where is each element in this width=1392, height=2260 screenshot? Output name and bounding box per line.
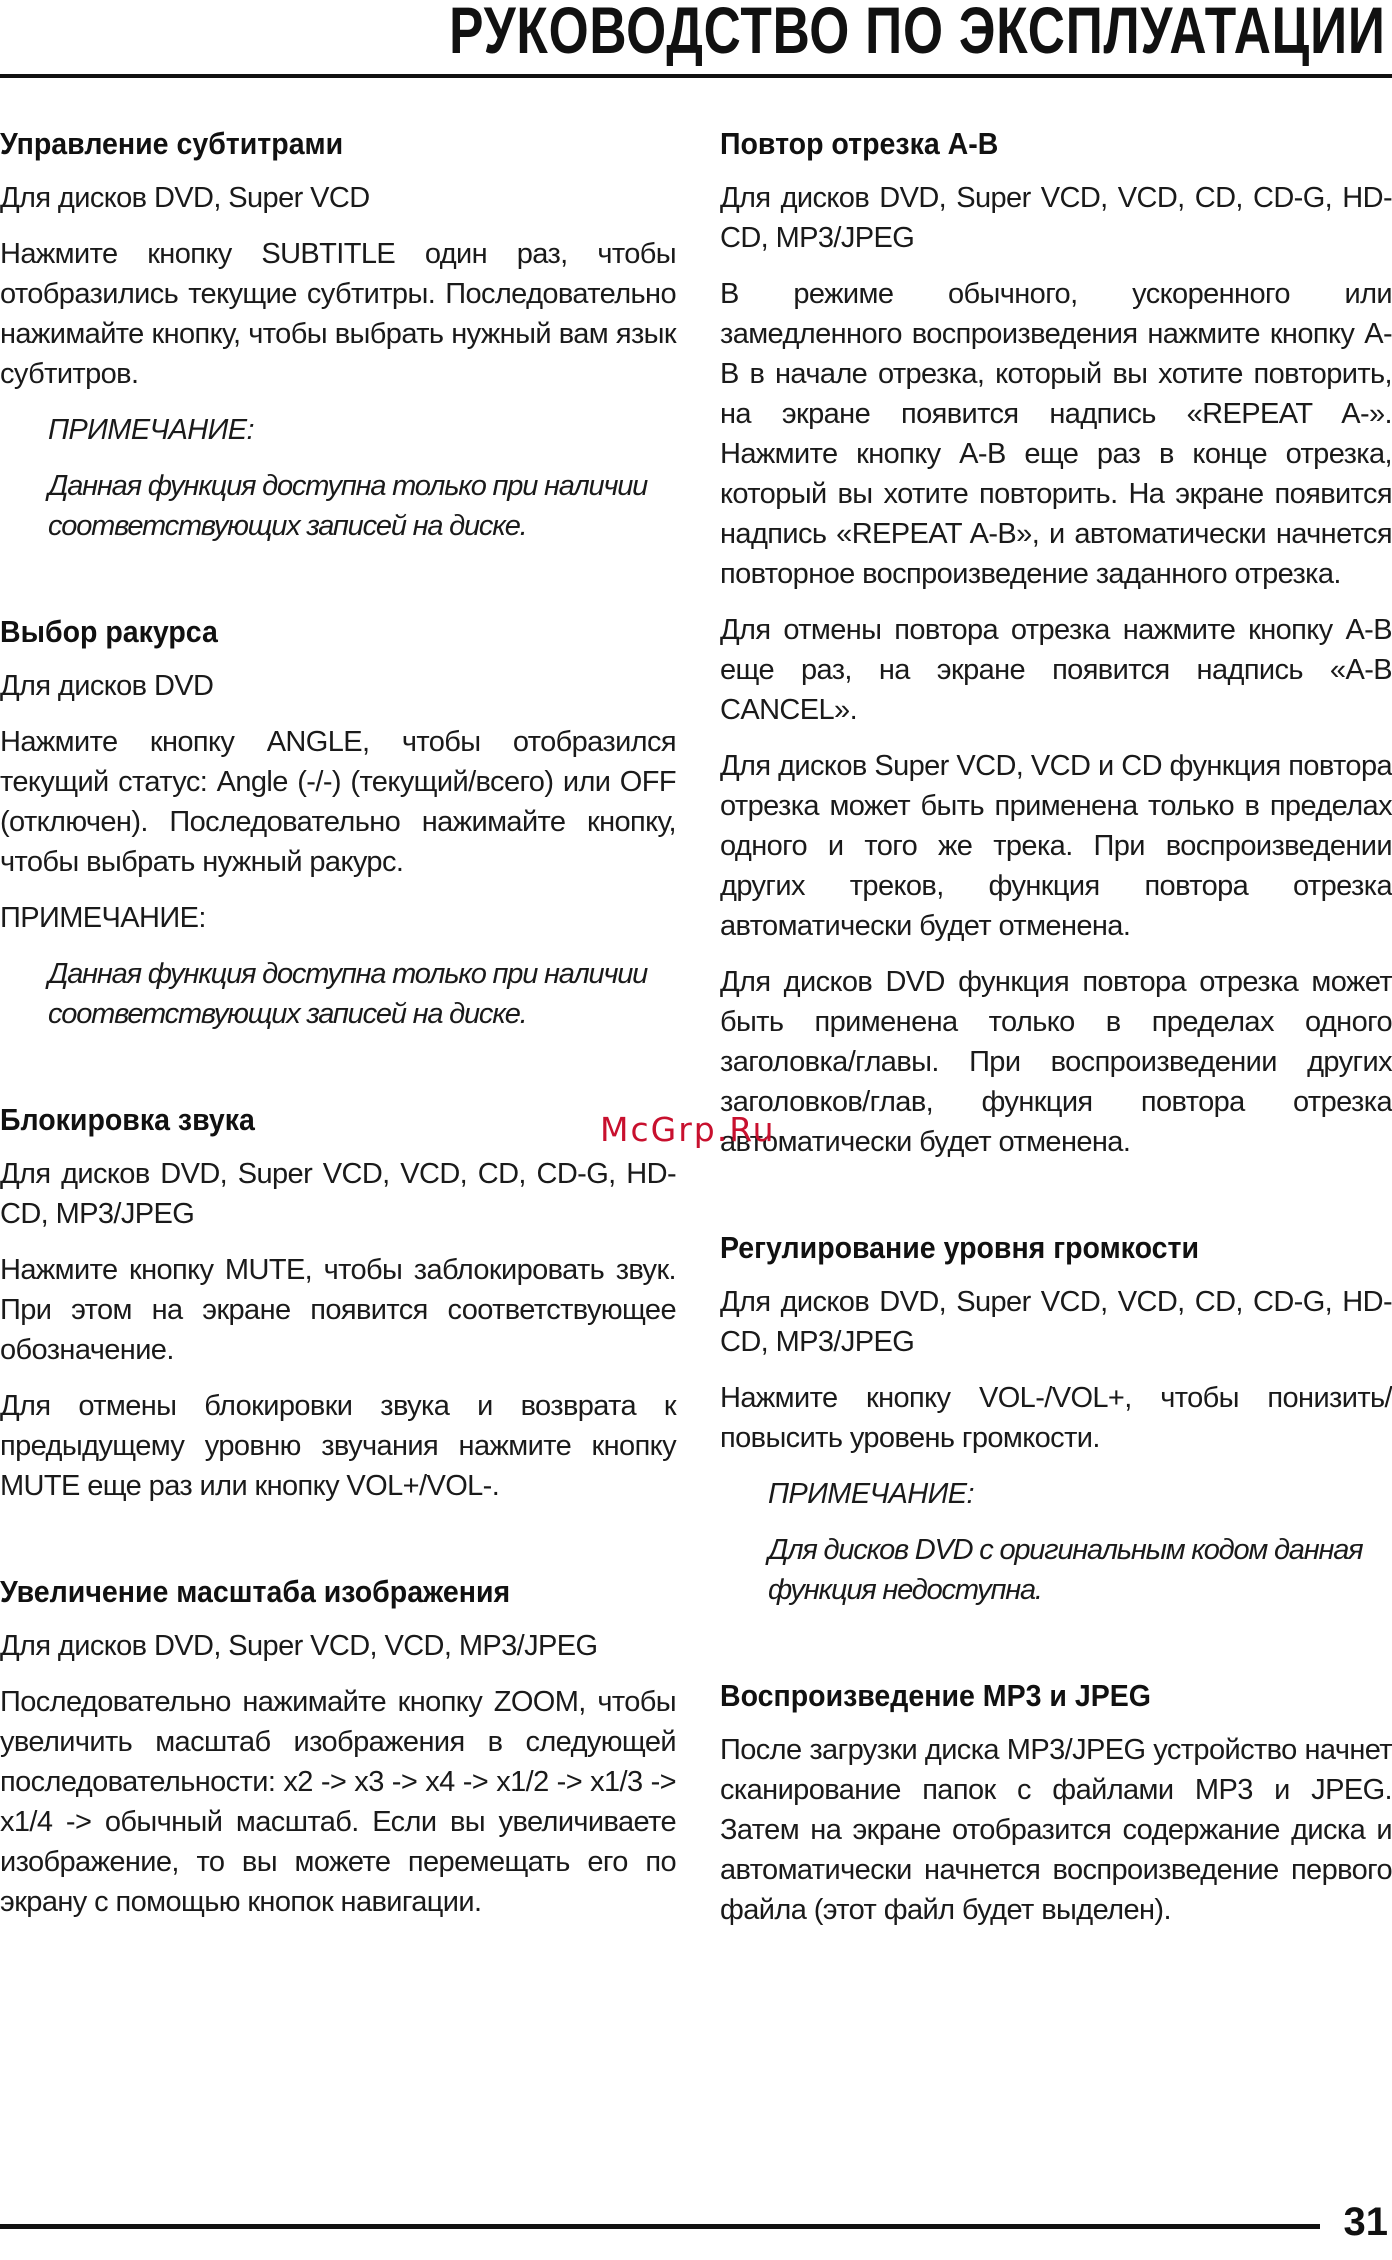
section-heading: Увеличение масштаба изображения: [0, 1574, 511, 1609]
paragraph: Для дисков Super VCD, VCD и CD функция повтора отрезка может быть применена только в пределах одного и того же трека. При воспроизведении других треков, функция повтора отрезка автоматически будет отменена.: [720, 750, 1392, 942]
note-label: ПРИМЕЧАНИЕ:: [768, 1478, 974, 1510]
paragraph: Нажмите кнопку SUBTITLE один раз, чтобы отобразились текущие субтитры. Последовательно нажимайте кнопку, чтобы выбрать нужный вам язык субтитров.: [0, 238, 676, 390]
note-text: Для дисков DVD с оригинальным кодом данная функция недоступна.: [768, 1534, 1363, 1606]
section-heading: Регулирование уровня громкости: [720, 1230, 1200, 1265]
section-mp3-jpeg: [720, 1678, 1392, 1930]
disc-compatibility: Для дисков DVD, Super VCD: [0, 182, 370, 214]
disc-compatibility: Для дисков DVD: [0, 670, 214, 702]
section-zoom: [0, 1574, 676, 1922]
disc-compatibility: Для дисков DVD, Super VCD, VCD, CD, CD-G, HD-CD, MP3/JPEG: [720, 1286, 1392, 1358]
section-heading: Управление субтитрами: [0, 126, 344, 161]
footer-divider: [0, 2224, 1320, 2229]
page-title: РУКОВОДСТВО ПО ЭКСПЛУАТАЦИИ: [449, 0, 1386, 67]
section-mute: [0, 1102, 676, 1506]
note-label: ПРИМЕЧАНИЕ:: [48, 414, 254, 446]
disc-compatibility: Для дисков DVD, Super VCD, VCD, MP3/JPEG: [0, 1630, 598, 1662]
paragraph: Нажмите кнопку VOL-/VOL+, чтобы понизить/повысить уровень громкости.: [720, 1382, 1392, 1454]
watermark: McGrp.Ru: [600, 1110, 776, 1149]
note-label: ПРИМЕЧАНИЕ:: [0, 902, 206, 934]
disc-compatibility: Для дисков DVD, Super VCD, VCD, CD, CD-G, HD-CD, MP3/JPEG: [0, 1158, 676, 1230]
paragraph: Для дисков DVD функция повтора отрезка может быть применена только в пределах одного заголовка/главы. При воспроизведении других заголовков/глав, функция повтора отрезка автоматически будет отменена.: [720, 966, 1392, 1158]
paragraph: После загрузки диска MP3/JPEG устройство начнет сканирование папок с файлами MP3 и JPEG. Затем на экране отобразится содержание диска и автоматически начнется воспроизведение первого файла (этот файл будет выделен).: [720, 1734, 1392, 1926]
disc-compatibility: Для дисков DVD, Super VCD, VCD, CD, CD-G, HD-CD, MP3/JPEG: [720, 182, 1392, 254]
section-heading: Выбор ракурса: [0, 614, 218, 649]
section-repeat-ab: [720, 126, 1392, 1162]
page-number: 31: [1343, 2200, 1388, 2244]
left-column: [0, 126, 676, 1990]
section-heading: Блокировка звука: [0, 1102, 255, 1137]
section-heading: Воспроизведение MP3 и JPEG: [720, 1678, 1151, 1713]
paragraph: Для отмены повтора отрезка нажмите кнопку A-B еще раз, на экране появится надпись «A-B CANCEL».: [720, 614, 1392, 726]
right-column: [720, 126, 1392, 1998]
section-angle: [0, 614, 676, 1034]
note-text: Данная функция доступна только при наличии соответствующих записей на диске.: [48, 958, 648, 1030]
section-subtitles: [0, 126, 676, 546]
section-heading: Повтор отрезка A-B: [720, 126, 999, 161]
paragraph: Последовательно нажимайте кнопку ZOOM, чтобы увеличить масштаб изображения в следующей последовательности: x2 -> x3 -> x4 -> x1/2 -> x1/3 -> x1/4 -> обычный масштаб. Если вы увеличиваете изображение, то вы можете перемещать его по экрану с помощью кнопок навигации.: [0, 1686, 676, 1918]
paragraph: В режиме обычного, ускоренного или замедленного воспроизведения нажмите кнопку A-B в начале отрезка, который вы хотите повторить, на экране появится надпись «REPEAT A-». Нажмите кнопку A-B еще раз в конце отрезка, который вы хотите повторить. На экране появится надпись «REPEAT A-B», и автоматически начнется повторное воспроизведение заданного отрезка.: [720, 278, 1392, 590]
note-text: Данная функция доступна только при наличии соответствующих записей на диске.: [48, 470, 648, 542]
header-divider: [0, 74, 1392, 78]
paragraph: Для отмены блокировки звука и возврата к предыдущему уровню звучания нажмите кнопку MUTE еще раз или кнопку VOL+/VOL-.: [0, 1390, 676, 1502]
paragraph: Нажмите кнопку ANGLE, чтобы отобразился текущий статус: Angle (-/-) (текущий/всего) или OFF (отключен). Последовательно нажимайте кнопку, чтобы выбрать нужный ракурс.: [0, 726, 676, 878]
paragraph: Нажмите кнопку MUTE, чтобы заблокировать звук. При этом на экране появится соответствующее обозначение.: [0, 1254, 676, 1366]
section-volume: [720, 1230, 1392, 1610]
